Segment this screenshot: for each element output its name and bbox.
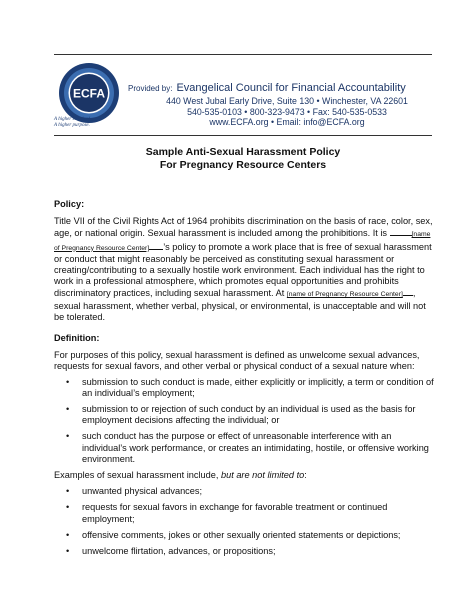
list-item: • submission to such conduct is made, either explicitly or implicitly, a term or condition of an individual’s employment; bbox=[66, 376, 434, 398]
ecfa-logo bbox=[58, 62, 120, 124]
blank-line bbox=[149, 241, 163, 250]
definition-text: For purposes of this policy, sexual harassment is defined as unwelcome sexual advances, requests for sexual favors, and other verbal or physical conduct of a sexual nature when: bbox=[54, 350, 420, 372]
org-header bbox=[128, 78, 438, 128]
list-item: • requests for sexual favors in exchange for favorable treatment or continued employment; bbox=[66, 502, 388, 524]
list-item-text: unwelcome flirtation, advances, or propositions; bbox=[82, 546, 276, 557]
org-name: Evangelical Council for Financial Accountability bbox=[176, 82, 406, 94]
examples-list bbox=[54, 486, 434, 557]
header-top-rule bbox=[54, 54, 432, 55]
list-item-text: such conduct has the purpose or effect of unreasonable interference with an individual’s work performance, or creates an intimidating, hostile, or offensive working environment. bbox=[82, 431, 429, 464]
list-item: • submission to or rejection of such conduct by an individual is used as the basis for employment decisions affecting the individual; or bbox=[66, 404, 416, 426]
logo-tagline bbox=[54, 117, 124, 129]
list-item-text: offensive comments, jokes or other sexually oriented statements or depictions; bbox=[82, 529, 401, 540]
tagline-line: A higher standard. bbox=[54, 117, 92, 122]
org-phones: 540-535-0103 • 800-323-9473 • Fax: 540-535-0533 bbox=[187, 106, 387, 117]
header-bottom-rule bbox=[54, 135, 432, 136]
logo-text: ECFA bbox=[72, 86, 106, 101]
org-placeholder: [name of Pregnancy Resource Center] bbox=[286, 291, 403, 299]
policy-heading: Policy: bbox=[54, 199, 85, 209]
title-line: For Pregnancy Resource Centers bbox=[159, 159, 327, 171]
policy-paragraph bbox=[54, 216, 434, 323]
policy-text: ’s policy to promote a work place that is free of sexual harassment or conduct that might reasonably be perceived as constituting sexual harassment or creating/contributing to a sexually hostile work environment. Each individual has the right to work in a professional atmosphere, which promotes equal opportunities and prohibits discriminatory practices, including sexual harassment. At bbox=[54, 241, 432, 299]
examples-intro-text: Examples of sexual harassment include, bbox=[54, 470, 221, 481]
examples-intro-end: : bbox=[304, 470, 307, 481]
document-body bbox=[54, 199, 434, 562]
definition-heading: Definition: bbox=[54, 333, 100, 344]
blank-line bbox=[390, 227, 412, 236]
list-item-text: submission to such conduct is made, either explicitly or implicitly, a term or condition of an individual’s employment; bbox=[82, 376, 434, 398]
blank-line bbox=[403, 287, 413, 296]
list-item: • unwanted physical advances; bbox=[66, 486, 203, 497]
list-item-text: unwanted physical advances; bbox=[82, 486, 203, 497]
list-item: • unwelcome flirtation, advances, or propositions; bbox=[66, 546, 276, 557]
org-placeholder: [name of Pregnancy Resource Center] bbox=[54, 231, 431, 252]
policy-text: Title VII of the Civil Rights Act of 1964 prohibits discrimination on the basis of race, color, sex, age, or national origin. Sexual harassment is included among the prohibitions. It is bbox=[54, 216, 433, 239]
org-address: 440 West Jubal Early Drive, Suite 130 • Winchester, VA 22601 bbox=[166, 96, 408, 106]
provided-by-label: Provided by: bbox=[128, 84, 173, 93]
list-item: • such conduct has the purpose or effect of unreasonable interference with an individual’s work performance, or creates an intimidating, hostile, or offensive working environment. bbox=[66, 431, 429, 464]
list-item: • offensive comments, jokes or other sexually oriented statements or depictions; bbox=[66, 529, 401, 540]
org-web-email: www.ECFA.org • Email: info@ECFA.org bbox=[209, 117, 365, 127]
list-item-text: requests for sexual favors in exchange for favorable treatment or continued employment; bbox=[82, 502, 388, 524]
tagline-line: A higher purpose. bbox=[54, 123, 90, 128]
title-line: Sample Anti-Sexual Harassment Policy bbox=[145, 146, 341, 158]
document-title bbox=[54, 146, 432, 172]
list-item-text: submission to or rejection of such conduct by an individual is used as the basis for employment decisions affecting the individual; or bbox=[82, 404, 416, 426]
policy-text: , sexual harassment, whether verbal, physical, or environmental, is unacceptable and will not be tolerated. bbox=[54, 288, 426, 322]
examples-intro bbox=[54, 470, 434, 481]
examples-intro-italic: but are not limited to bbox=[221, 470, 305, 481]
definition-list bbox=[54, 377, 434, 465]
